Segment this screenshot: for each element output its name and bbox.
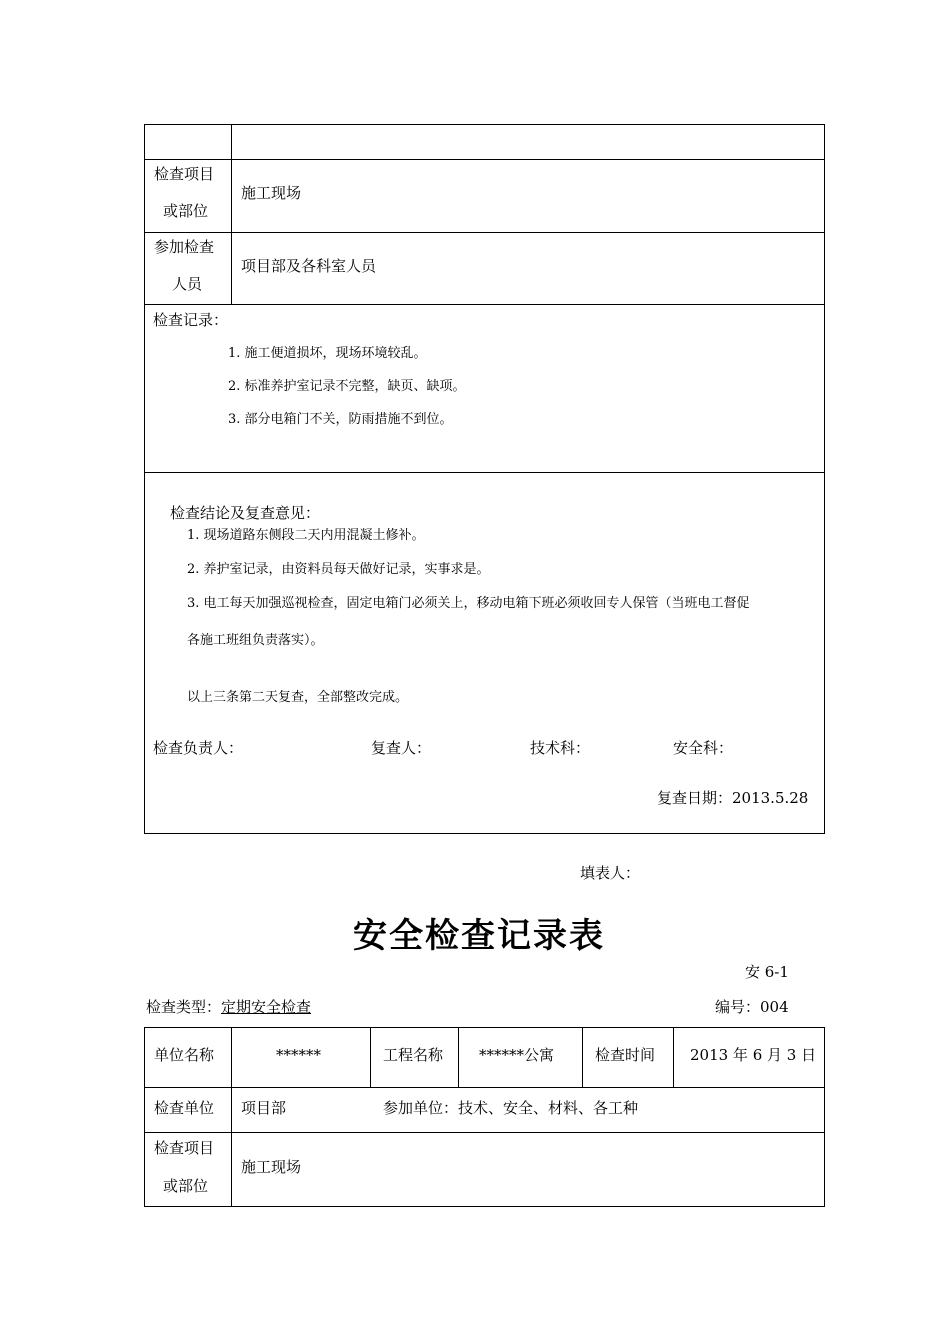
top-record-table bbox=[144, 124, 825, 834]
project-value: ******公寓 bbox=[479, 1046, 555, 1064]
form-item-value: 施工现场 bbox=[241, 1158, 302, 1176]
people-label-line1: 参加检查 bbox=[154, 238, 215, 256]
row-divider bbox=[144, 159, 825, 160]
item-label-line2: 或部位 bbox=[163, 202, 209, 220]
form-code: 安 6-1 bbox=[745, 963, 789, 981]
participants: 参加单位：技术、安全、材料、各工种 bbox=[383, 1099, 639, 1117]
sign-safety: 安全科： bbox=[673, 739, 734, 757]
check-type-value: 定期安全检查 bbox=[221, 998, 312, 1016]
review-date: 复查日期：2013.5.28 bbox=[657, 789, 809, 807]
record-item: 2. 标准养护室记录不完整，缺页、缺项。 bbox=[228, 379, 466, 394]
summary-text: 以上三条第二天复查，全部整改完成。 bbox=[187, 690, 409, 705]
unit-value: ****** bbox=[276, 1046, 321, 1064]
row-divider bbox=[144, 232, 825, 233]
time-label: 检查时间 bbox=[595, 1046, 656, 1064]
column-divider bbox=[673, 1027, 674, 1087]
row-divider bbox=[144, 472, 825, 473]
item-label-line1: 检查项目 bbox=[154, 165, 215, 183]
conclusion-item: 2. 养护室记录，由资料员每天做好记录，实事求是。 bbox=[187, 562, 490, 577]
record-item: 3. 部分电箱门不关，防雨措施不到位。 bbox=[228, 412, 453, 427]
form-title: 安全检查记录表 bbox=[353, 916, 605, 956]
form-item-label-line2: 或部位 bbox=[163, 1177, 209, 1195]
form-item-label-line1: 检查项目 bbox=[154, 1139, 215, 1157]
conclusion-item: 各施工班组负责落实）。 bbox=[187, 633, 324, 648]
conclusion-heading: 检查结论及复查意见： bbox=[170, 504, 321, 522]
unit-label: 单位名称 bbox=[154, 1046, 215, 1064]
conclusion-item: 3. 电工每天加强巡视检查，固定电箱门必须关上，移动电箱下班必须收回专人保管（当班电工督促 bbox=[187, 596, 750, 611]
check-unit-value: 项目部 bbox=[241, 1099, 287, 1117]
column-divider bbox=[231, 1027, 232, 1207]
people-label-line2: 人员 bbox=[172, 275, 203, 293]
column-divider bbox=[582, 1027, 583, 1087]
sign-tech: 技术科： bbox=[530, 739, 591, 757]
time-value: 2013 年 6 月 3 日 bbox=[690, 1046, 817, 1064]
row-divider bbox=[144, 1087, 825, 1088]
column-divider bbox=[458, 1027, 459, 1087]
check-unit-label: 检查单位 bbox=[154, 1099, 215, 1117]
item-value: 施工现场 bbox=[241, 184, 302, 202]
form-number: 编号：004 bbox=[715, 998, 789, 1016]
sign-inspector: 检查负责人： bbox=[153, 739, 244, 757]
check-type bbox=[146, 997, 311, 1017]
project-label: 工程名称 bbox=[383, 1046, 444, 1064]
conclusion-item: 1. 现场道路东侧段二天内用混凝土修补。 bbox=[187, 528, 425, 543]
row-divider bbox=[144, 304, 825, 305]
record-item: 1. 施工便道损坏，现场环境较乱。 bbox=[228, 346, 427, 361]
sign-reviewer: 复查人： bbox=[371, 739, 432, 757]
filler-label: 填表人： bbox=[580, 864, 641, 882]
column-divider bbox=[370, 1027, 371, 1087]
column-divider bbox=[231, 124, 232, 305]
check-type-label: 检查类型： bbox=[146, 998, 222, 1016]
record-heading: 检查记录： bbox=[153, 311, 229, 329]
people-value: 项目部及各科室人员 bbox=[241, 257, 377, 275]
row-divider bbox=[144, 1132, 825, 1133]
